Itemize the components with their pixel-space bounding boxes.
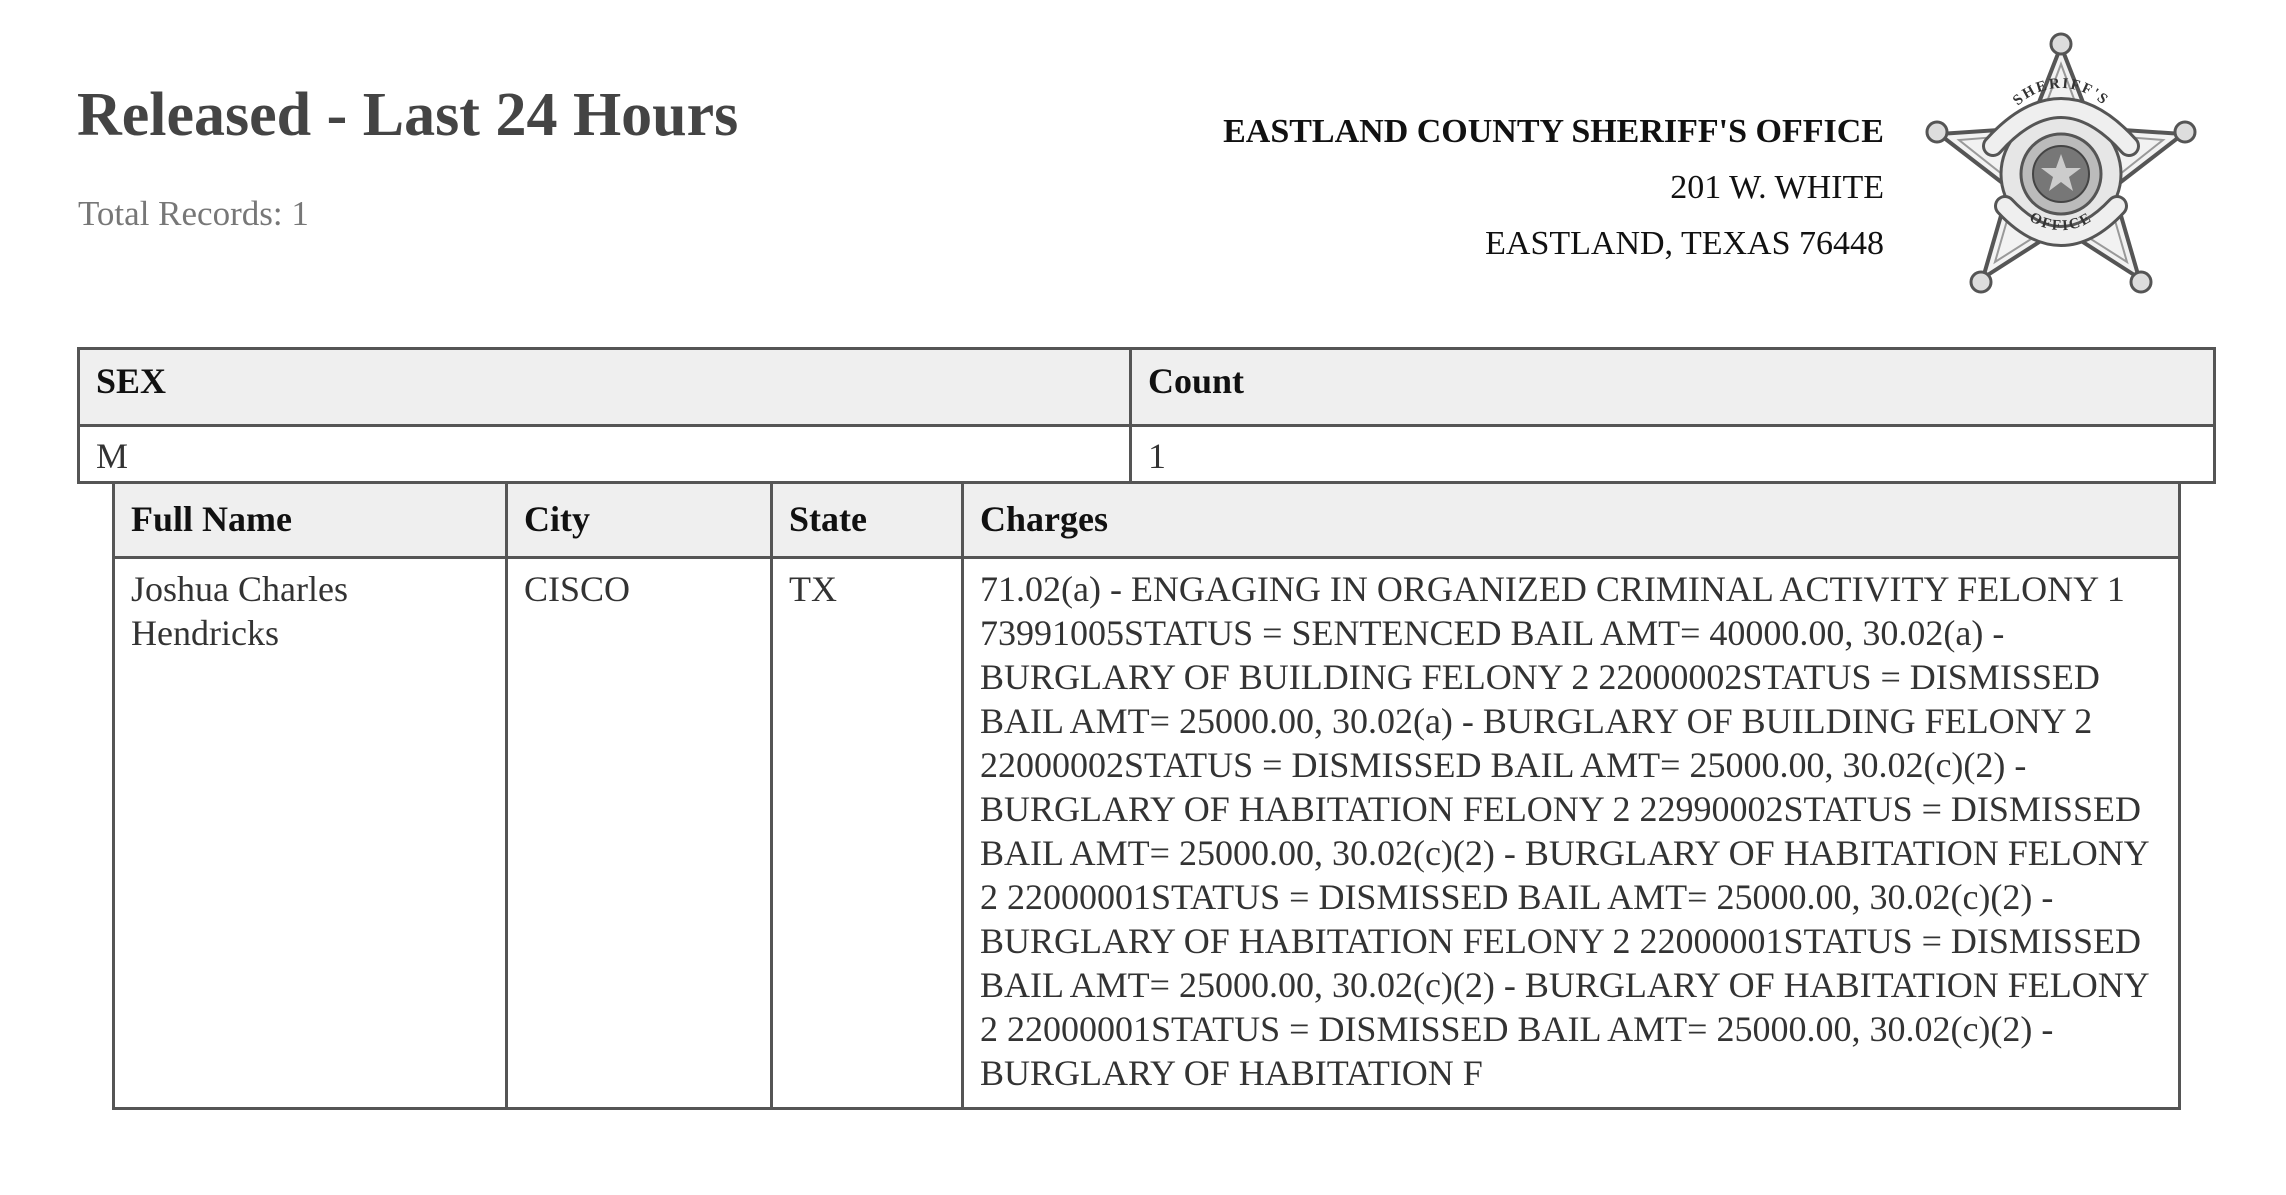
- badge-bottom-text: OFFICE: [2026, 209, 2096, 235]
- city-cell: CISCO: [507, 558, 772, 1109]
- charges-cell: 71.02(a) - ENGAGING IN ORGANIZED CRIMINAL ACTIVITY FELONY 1 73991005STATUS = SENTENCED BAIL AMT= 40000.00, 30.02(a) - BURGLARY OF BUILDING FELONY 2 22000002STATUS = DISMISSED BAIL AMT= 25000.00, 30.02(a) - BURGLARY OF BUILDING FELONY 2 22000002STATUS = DISMISSED BAIL AMT= 25000.00, 30.02(c)(2) - BURGLARY OF HABITATION FELONY 2 22990002STATUS = DISMISSED BAIL AMT= 25000.00, 30.02(c)(2) - BURGLARY OF HABITATION FELONY 2 22000001STATUS = DISMISSED BAIL AMT= 25000.00, 30.02(c)(2) - BURGLARY OF HABITATION FELONY 2 22000001STATUS = DISMISSED BAIL AMT= 25000.00, 30.02(c)(2) - BURGLARY OF HABITATION FELONY 2 22000001STATUS = DISMISSED BAIL AMT= 25000.00, 30.02(c)(2) - BURGLARY OF HABITATION F: [963, 558, 2180, 1109]
- column-header-state: State: [772, 483, 963, 558]
- count-cell: 1: [1131, 426, 2215, 483]
- table-header-row: [79, 349, 2215, 426]
- agency-header: [1223, 104, 1884, 272]
- state-cell: TX: [772, 558, 963, 1109]
- column-header-charges: Charges: [963, 483, 2180, 558]
- table-row: [79, 426, 2215, 483]
- column-header-sex: SEX: [79, 349, 1131, 426]
- column-header-full-name: Full Name: [114, 483, 507, 558]
- column-header-city: City: [507, 483, 772, 558]
- released-inmates-table: [112, 481, 2181, 1110]
- sex-summary-table: [77, 347, 2216, 484]
- agency-name: EASTLAND COUNTY SHERIFF'S OFFICE: [1223, 113, 1884, 150]
- total-records: Total Records: 1: [78, 194, 309, 233]
- sheriff-star-badge-icon: [1915, 30, 2207, 308]
- full-name-cell: Joshua Charles Hendricks: [114, 558, 507, 1109]
- report-title: Released - Last 24 Hours: [77, 81, 739, 149]
- agency-address: 201 W. WHITE: [1670, 169, 1884, 206]
- sex-cell: M: [79, 426, 1131, 483]
- agency-city-state-zip: EASTLAND, TEXAS 76448: [1485, 225, 1884, 262]
- column-header-count: Count: [1131, 349, 2215, 426]
- badge-top-text: SHERIFF'S: [2010, 75, 2112, 109]
- table-header-row: [114, 483, 2180, 558]
- table-row: [114, 558, 2180, 1109]
